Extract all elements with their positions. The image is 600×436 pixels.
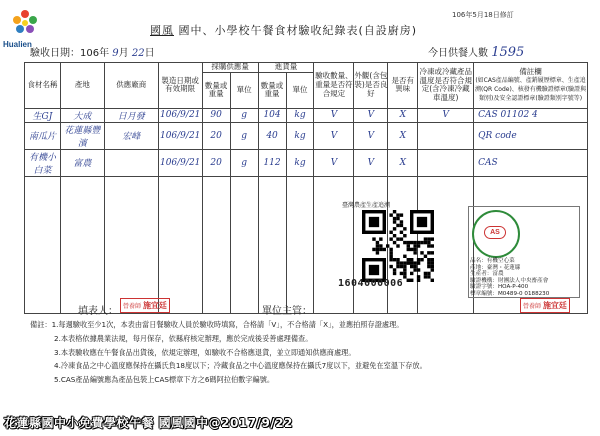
col-order: 採購供應量 xyxy=(202,63,258,73)
reviewer-label: 填表人： xyxy=(78,306,118,317)
cell-match: V xyxy=(314,108,354,122)
cell-remark: CAS 01102 4 xyxy=(474,108,588,122)
cas-seal-text: AS xyxy=(484,226,506,239)
col-order-unit: 單位 xyxy=(230,72,258,108)
col-appearance: 外觀(含包裝)是否良好 xyxy=(354,63,388,109)
cell-mfg: 106/9/21 xyxy=(158,149,202,176)
note-line: 5.CAS產品編號應為產品包裝上CAS標章下方之6碼阿拉伯數字編號。 xyxy=(54,375,275,385)
cell-smell: X xyxy=(388,108,418,122)
col-origin: 產地 xyxy=(60,63,104,109)
cell-recv-unit: kg xyxy=(286,149,314,176)
cell-origin: 富農 xyxy=(60,149,104,176)
qr-code xyxy=(362,210,434,282)
cell-temp xyxy=(418,122,474,149)
notes xyxy=(30,318,586,387)
cell-temp xyxy=(418,149,474,176)
col-remark: 備註欄 (如CAS產品編號、產銷履歷標章、生產追溯(QR Code)、核發有機驗證標章(驗證與類別)及安全認證標章(驗證類別字號等) xyxy=(474,63,588,109)
cell-appearance: V xyxy=(354,122,388,149)
form-title xyxy=(150,22,417,38)
cell-order-qty: 90 xyxy=(202,108,230,122)
date-day: 22 xyxy=(131,48,145,59)
cell-match: V xyxy=(314,122,354,149)
cell-smell: X xyxy=(388,122,418,149)
title-text: 國中、小學校午餐食材驗收紀錄表(自設廚房) xyxy=(178,24,418,37)
col-smell: 是否有異味 xyxy=(388,63,418,109)
cell-appearance: V xyxy=(354,108,388,122)
col-mfg: 製造日期或有效期限 xyxy=(158,63,202,109)
qr-number: 1604000006 xyxy=(338,278,404,289)
table-row xyxy=(25,108,588,122)
note-line: 4.冷凍食品之中心溫度應保持在攝氏負18度以下；冷藏食品之中心溫度應保持在攝氏7度以下，並避免在室溫下存放。 xyxy=(54,361,427,371)
note-line: 2.本表格依據農業法規，每月保存，依縣府核定辦理，應於完成後妥善處理備查。 xyxy=(54,333,313,343)
cell-order-qty: 20 xyxy=(202,149,230,176)
table-row xyxy=(25,122,588,149)
cell-remark: CAS xyxy=(474,149,588,176)
cell-remark: QR code xyxy=(474,122,588,149)
cell-match: V xyxy=(314,149,354,176)
cell-origin: 花蓮縣豐濱 xyxy=(60,122,104,149)
note-line: 備註：1.每週驗收至少1次，本表由當日餐驗收人員於驗收時填寫，合格請「V」，不合格請「X」，並應拍照存證處理。 xyxy=(30,320,404,329)
revision-date: 106年5月18日修訂 xyxy=(452,11,514,19)
cell-recv-qty: 112 xyxy=(258,149,286,176)
cell-recv-unit: kg xyxy=(286,108,314,122)
unit-stamp: 營養師 施宜廷 xyxy=(520,298,570,313)
cell-order-unit: g xyxy=(230,108,258,122)
col-recv: 進貨量 xyxy=(258,63,314,73)
cert-lines: 品名：有機空心菜 產地：臺灣・花蓮縣 生產者：富農 驗證機構：財團法人中央畜產會 驗證字號：HOA-P-400 標章編號：M0489-0 0188230 xyxy=(470,258,550,297)
col-temp: 冷凍或冷藏產品溫度是否符合規定(含冷凍冷藏車溫度) xyxy=(418,63,474,109)
cell-name: 有機小白菜 xyxy=(25,149,61,176)
col-match: 驗收數量、重量是否符合規定 xyxy=(314,63,354,109)
cell-name: 生GJ xyxy=(25,108,61,122)
col-order-qty: 數量或重量 xyxy=(202,72,230,108)
table-row xyxy=(25,149,588,176)
cell-mfg: 106/9/21 xyxy=(159,110,201,121)
meal-count: 今日供餐人數 1595 xyxy=(428,45,525,60)
school-name: 國風 xyxy=(150,24,174,37)
cell-temp: V xyxy=(418,108,474,122)
cell-recv-unit: kg xyxy=(286,122,314,149)
cell-supplier: 日月發 xyxy=(104,108,158,122)
meal-count-value: 1595 xyxy=(491,45,525,60)
cell-recv-qty: 40 xyxy=(258,122,286,149)
note-line: 3.本表驗收應在午餐食品出貨後，依規定辦理，如驗收不合格應退貨，並立即通知供應商處理。 xyxy=(54,347,356,357)
reviewer-stamp: 營養師 施宜廷 xyxy=(120,298,170,313)
cell-supplier: 宏峰 xyxy=(104,122,158,149)
cell-name: 南瓜片 xyxy=(25,122,61,149)
date-month: 9 xyxy=(112,48,119,59)
qr-label: 臺灣農產生產追溯 xyxy=(342,202,391,209)
cell-order-unit: g xyxy=(230,149,258,176)
cell-order-unit: g xyxy=(230,122,258,149)
col-ingredient: 食材名稱 xyxy=(25,63,61,109)
cell-recv-qty: 104 xyxy=(258,108,286,122)
photo-caption: 花蓮縣國中小免費學校午餐 國風國中@2017/9/22 xyxy=(4,416,293,430)
cell-supplier xyxy=(104,149,158,176)
cell-mfg: 106/9/21 xyxy=(158,122,202,149)
col-supplier: 供應廠商 xyxy=(104,63,158,109)
unit-label: 單位主管： xyxy=(262,306,312,317)
logo-text: Hualien xyxy=(3,40,32,49)
col-recv-unit: 單位 xyxy=(286,72,314,108)
cell-origin: 大成 xyxy=(60,108,104,122)
inspection-date: 驗收日期：106年 9月 22日 xyxy=(30,48,155,59)
cell-order-qty: 20 xyxy=(202,122,230,149)
col-recv-qty: 數量或重量 xyxy=(258,72,286,108)
cell-appearance: V xyxy=(354,149,388,176)
cell-smell: X xyxy=(388,149,418,176)
